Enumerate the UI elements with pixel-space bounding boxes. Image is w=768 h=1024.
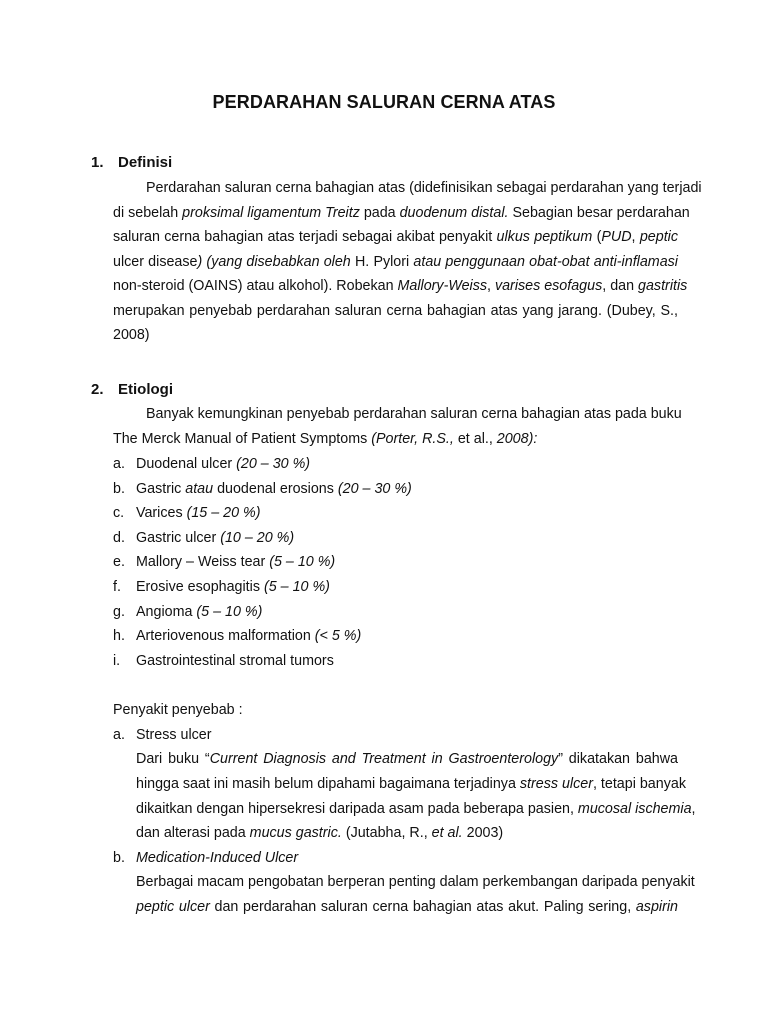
text-run: Banyak kemungkinan penyebab perdarahan saluran cerna bahagian atas pada buku <box>146 406 682 422</box>
subheading <box>136 849 298 867</box>
paragraph-line <box>136 775 686 793</box>
paragraph-line <box>113 277 688 295</box>
italic-term: PUD <box>601 229 632 245</box>
list-marker: d. <box>113 529 125 546</box>
paragraph-line <box>113 430 537 448</box>
section-title: Definisi <box>118 154 173 171</box>
text-run: (Jutabha, R., <box>341 825 432 841</box>
causes-label: Penyakit penyebab : <box>113 702 243 718</box>
list-marker: h. <box>113 628 125 645</box>
text-run: et al., <box>457 431 493 447</box>
text-run: hingga saat ini masih belum dipahami bagaimana terjadinya <box>136 776 520 792</box>
text-run: , tetapi banyak <box>592 776 686 792</box>
list-marker: b. <box>113 850 125 866</box>
text-run: merupakan penyebab perdarahan saluran cerna bahagian atas yang jarang. (Dubey, S., <box>113 303 678 319</box>
page-title: PERDARAHAN SALURAN CERNA ATAS <box>212 92 556 112</box>
list-marker: e. <box>113 554 125 571</box>
text-run: Mallory – Weiss tear <box>136 554 266 571</box>
text-run: dan alterasi pada <box>136 825 250 841</box>
text-run: 2008) <box>113 327 150 343</box>
italic-term: varises esofagus <box>494 278 603 294</box>
list-item <box>136 529 294 547</box>
paragraph-line <box>113 253 678 271</box>
text-run: non-steroid (OAINS) atau alkohol). Robekan <box>113 278 398 294</box>
paragraph-line <box>136 824 678 842</box>
italic-term: (< 5 %) <box>310 628 362 645</box>
text-run: Dari buku “ <box>136 751 210 767</box>
list-marker: i. <box>113 652 121 669</box>
text-run: Perdarahan saluran cerna bahagian atas (didefinisikan sebagai perdarahan yang terjadi <box>146 180 702 196</box>
italic-term: proksimal ligamentum Treitz <box>182 205 360 221</box>
text-run: pada <box>359 205 400 221</box>
italic-term: 2008): <box>492 431 538 447</box>
text-run: , <box>631 229 640 245</box>
paragraph-line <box>146 405 682 423</box>
list-marker: a. <box>113 456 125 472</box>
section-number: 1. <box>91 154 104 171</box>
italic-term: stress ulcer <box>519 776 593 792</box>
text-run: ulcer disease <box>113 254 198 270</box>
italic-term: (10 – 20 %) <box>216 529 295 546</box>
list-marker: a. <box>113 727 125 743</box>
list-item <box>136 652 334 670</box>
text-run: Berbagai macam pengobatan berperan penting dalam perkembangan daripada penyakit <box>136 874 695 890</box>
list-item <box>136 504 261 522</box>
text-run: Arteriovenous malformation <box>136 628 311 645</box>
text-run: di sebelah <box>113 205 183 221</box>
text-run: , <box>691 801 696 817</box>
italic-term: ulkus peptikum <box>496 229 593 245</box>
paragraph-line <box>136 750 678 768</box>
text-run: ( <box>592 229 602 245</box>
text-run: duodenal erosions <box>217 480 334 497</box>
text-run: Varices <box>136 505 183 522</box>
italic-term: peptic ulcer <box>136 899 210 915</box>
list-item <box>136 578 330 596</box>
italic-term: (15 – 20 %) <box>182 505 261 522</box>
section-number: 2. <box>91 381 104 398</box>
paragraph-line <box>146 179 702 197</box>
italic-term: atau <box>181 480 218 497</box>
list-marker: g. <box>113 603 125 620</box>
paragraph-line <box>113 326 678 344</box>
paragraph-line <box>113 228 678 246</box>
italic-term: mucus gastric. <box>249 825 342 841</box>
italic-term: (Porter, R.S., <box>367 431 458 447</box>
list-marker: f. <box>113 579 121 595</box>
text-run: Erosive esophagitis <box>136 579 260 595</box>
italic-term: peptic <box>639 229 679 245</box>
subheading <box>136 726 211 744</box>
italic-term: Mallory-Weiss <box>397 278 487 294</box>
italic-term: atau penggunaan obat-obat anti-inflamasi <box>409 254 678 270</box>
italic-term: Medication-Induced Ulcer <box>136 850 299 866</box>
paragraph-line <box>113 302 678 320</box>
text-run: The Merck Manual of Patient Symptoms <box>113 431 368 447</box>
text-run: Gastric <box>136 480 182 497</box>
paragraph-line <box>136 898 678 916</box>
italic-term: et al. <box>431 825 463 841</box>
list-item <box>136 553 335 571</box>
text-run: Duodenal ulcer <box>136 456 233 472</box>
text-run: dikaitkan dengan hipersekresi daripada asam pada beberapa pasien, <box>136 801 578 817</box>
text-run: Sebagian besar perdarahan <box>508 205 690 221</box>
text-run: , dan <box>602 278 639 294</box>
section-title: Etiologi <box>118 381 173 398</box>
list-item <box>136 627 361 645</box>
text-run: saluran cerna bahagian atas terjadi sebagai akibat penyakit <box>113 229 497 245</box>
list-marker: c. <box>113 505 125 522</box>
paragraph-line <box>136 800 696 818</box>
list-item <box>136 480 412 498</box>
paragraph-line <box>113 204 690 222</box>
text-run: dan perdarahan saluran cerna bahagian atas akut. Paling sering, <box>209 899 636 915</box>
italic-term: (5 – 10 %) <box>192 603 263 620</box>
text-run: Gastrointestinal stromal tumors <box>136 652 334 669</box>
text-run: ” dikatakan bahwa <box>558 751 678 767</box>
italic-term: mucosal ischemia <box>577 801 692 817</box>
italic-term: (5 – 10 %) <box>259 579 330 595</box>
list-item <box>136 603 262 621</box>
italic-term: Current Diagnosis and Treatment in Gastroenterology <box>209 751 559 767</box>
italic-term: duodenum distal. <box>399 205 509 221</box>
text-run: Angioma <box>136 603 193 620</box>
italic-term: (5 – 10 %) <box>265 554 336 571</box>
italic-term: ) (yang disebabkan oleh <box>197 254 355 270</box>
italic-term: (20 – 30 %) <box>232 456 311 472</box>
italic-term: aspirin <box>635 899 678 915</box>
paragraph-line <box>136 873 695 891</box>
text-run: H. Pylori <box>354 254 410 270</box>
text-run: Gastric ulcer <box>136 529 217 546</box>
italic-term: gastritis <box>638 278 688 294</box>
list-marker: b. <box>113 480 125 497</box>
list-item <box>136 455 310 473</box>
text-run: , <box>487 278 495 294</box>
text-run: 2003) <box>462 825 504 841</box>
text-run: Stress ulcer <box>136 727 212 743</box>
italic-term: (20 – 30 %) <box>333 480 412 497</box>
